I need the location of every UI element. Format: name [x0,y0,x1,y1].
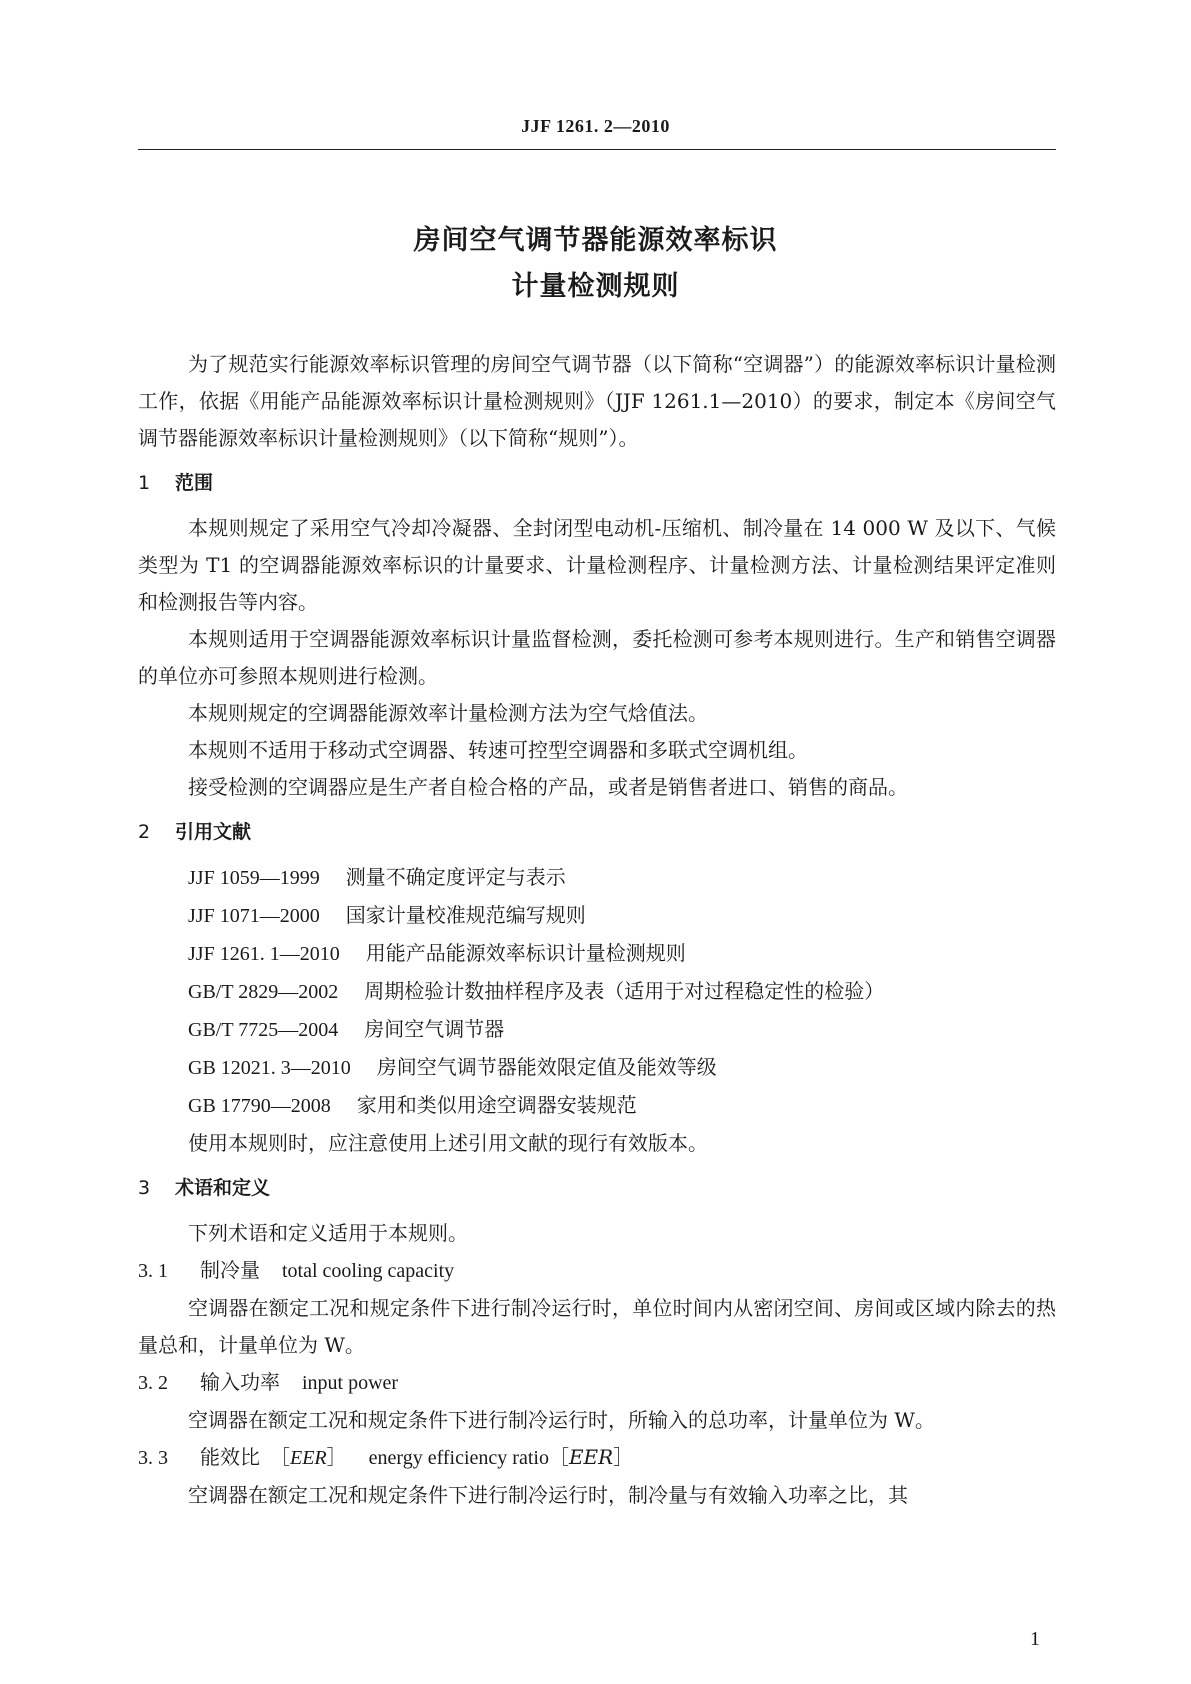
reference-name: 房间空气调节器 [364,1017,505,1041]
section-number: 1 [138,472,151,494]
section-title: 术语和定义 [175,1177,271,1199]
reference-code: GB 12021. 3—2010 [188,1057,351,1079]
section-number: 2 [138,821,151,843]
term-heading [138,1252,1056,1290]
section-2-heading [138,817,1056,847]
header-divider [138,149,1056,150]
document-title-line2: 计量检测规则 [511,271,680,302]
section-1-paragraph: 接受检测的空调器应是生产者自检合格的产品，或者是销售者进口、销售的商品。 [188,775,908,799]
reference-item [138,973,1056,1011]
section-3-intro: 下列术语和定义适用于本规则。 [188,1221,468,1245]
section-number: 3 [138,1177,151,1199]
term-chinese: 能效比 [200,1445,260,1469]
term-heading [138,1364,1056,1402]
document-title-line1: 房间空气调节器能源效率标识 [413,225,778,256]
reference-name: 测量不确定度评定与表示 [345,865,566,889]
reference-item [138,1049,1056,1087]
reference-name: 用能产品能源效率标识计量检测规则 [365,941,686,965]
term-number: 3. 2 [138,1372,168,1394]
reference-code: GB/T 7725—2004 [188,1019,339,1041]
reference-code: GB/T 2829—2002 [188,981,339,1003]
section-1-paragraph: 本规则规定的空调器能源效率计量检测方法为空气焓值法。 [188,701,708,725]
term-english: energy efficiency ratio [368,1447,549,1469]
section-title: 引用文献 [175,821,252,843]
reference-code: GB 17790—2008 [188,1095,331,1117]
reference-code: JJF 1071—2000 [188,905,320,927]
section-1-paragraph: 本规则不适用于移动式空调器、转速可控型空调器和多联式空调机组。 [188,738,808,762]
intro-paragraph: 为了规范实行能源效率标识管理的房间空气调节器（以下简称“空调器”）的能源效率标识计量检测工作，依据《用能产品能源效率标识计量检测规则》（JJF 1261.1—2010）的要求，制定本《房间空气调节器能源效率标识计量检测规则》（以下简称“规则”）。 [138,352,1056,450]
term-heading [138,1439,1056,1477]
section-title: 范围 [175,472,214,494]
section-1-paragraph: 本规则适用于空调器能源效率标识计量监督检测，委托检测可参考本规则进行。生产和销售空调器的单位亦可参照本规则进行检测。 [138,627,1056,688]
term-english: input power [302,1372,399,1394]
document-code-header: JJF 1261. 2—2010 [521,116,670,136]
section-1-heading [138,468,1056,498]
term-number: 3. 3 [138,1447,168,1469]
reference-code: JJF 1059—1999 [188,867,320,889]
term-number: 3. 1 [138,1260,168,1282]
page-number: 1 [1030,1628,1040,1650]
reference-name: 家用和类似用途空调器安装规范 [356,1093,637,1117]
term-chinese: 输入功率 [200,1370,280,1394]
document-body [138,346,1056,1514]
references-note: 使用本规则时，应注意使用上述引用文献的现行有效版本。 [188,1131,708,1155]
reference-name: 房间空气调节器能效限定值及能效等级 [376,1055,717,1079]
reference-item [138,1011,1056,1049]
reference-item [138,1087,1056,1125]
term-chinese: 制冷量 [200,1258,260,1282]
term-symbol: ［EER］ [270,1445,347,1469]
term-definition: 空调器在额定工况和规定条件下进行制冷运行时，制冷量与有效输入功率之比，其 [188,1483,908,1507]
reference-item [138,897,1056,935]
term-symbol: ［EER］ [548,1445,634,1469]
reference-name: 国家计量校准规范编写规则 [345,903,586,927]
reference-item [138,859,1056,897]
reference-code: JJF 1261. 1—2010 [188,943,340,965]
term-english: total cooling capacity [282,1260,455,1282]
section-3-heading [138,1173,1056,1203]
term-definition: 空调器在额定工况和规定条件下进行制冷运行时，单位时间内从密闭空间、房间或区域内除去的热量总和，计量单位为 W。 [138,1296,1056,1357]
reference-item [138,935,1056,973]
section-1-paragraph: 本规则规定了采用空气冷却冷凝器、全封闭型电动机-压缩机、制冷量在 14 000 W 及以下、气候类型为 T1 的空调器能源效率标识的计量要求、计量检测程序、计量检测方法、计量检测结果评定准则和检测报告等内容。 [138,516,1056,614]
term-definition: 空调器在额定工况和规定条件下进行制冷运行时，所输入的总功率，计量单位为 W。 [188,1408,935,1432]
reference-name: 周期检验计数抽样程序及表（适用于对过程稳定性的检验） [364,979,885,1003]
